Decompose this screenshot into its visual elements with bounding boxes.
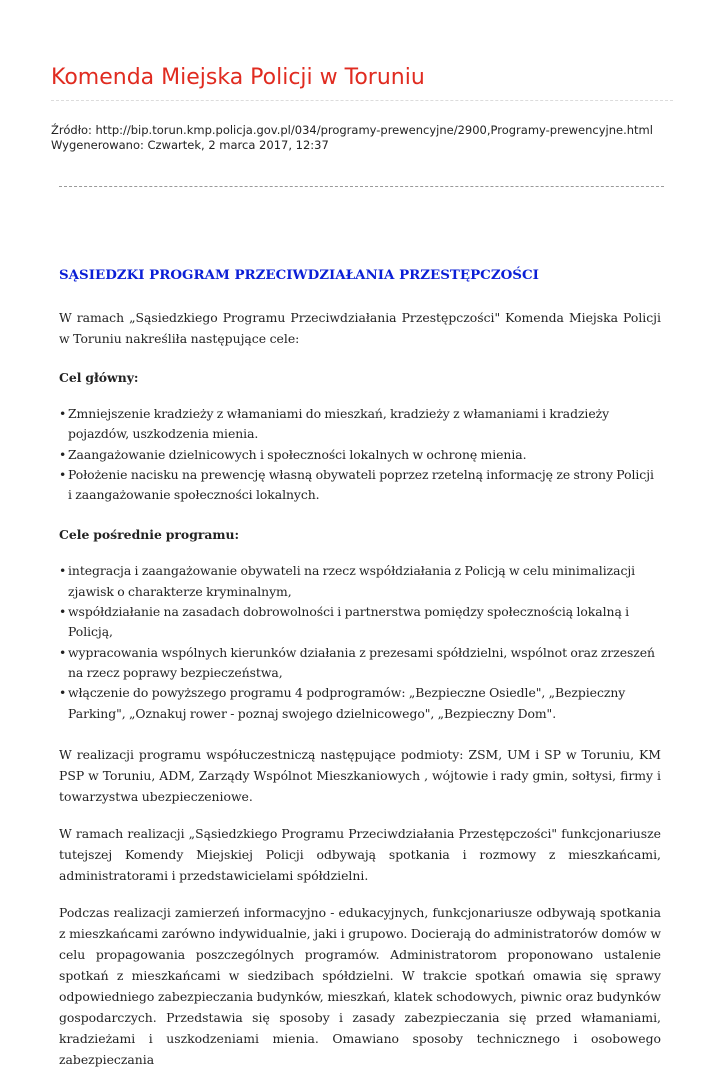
list-item: • Położenie nacisku na prewencję własną obywateli poprzez rzetelną informację ze strony Policji i zaangażowanie społeczności lokalnych. [59,465,661,506]
source-url: Źródło: http://bip.torun.kmp.policja.gov.pl/034/programy-prewencyjne/2900,Programy-prewencyjne.html [51,123,653,137]
participants-paragraph: W realizacji programu współuczestniczą następujące podmioty: ZSM, UM i SP w Toruniu, KM PSP w Toruniu, ADM, Zarządy Wspólnot Mieszkaniowych , wójtowie i rady gmin, sołtysi, firmy i towarzystwa ubezpieczeniowe. [59,746,661,804]
list-item: • włączenie do powyższego programu 4 podprogramów: „Bezpieczne Osiedle", „Bezpieczny Parking", „Oznakuj rower - poznaj swojego dzielnicowego", „Bezpieczny Dom". [59,683,661,724]
intro-paragraph: W ramach „Sąsiedzkiego Programu Przeciwdziałania Przestępczości" Komenda Miejska Policji w Toruniu nakreśliła następujące cele: [59,310,661,346]
site-title: Komenda Miejska Policji w Toruniu [51,65,425,90]
header-divider [51,100,673,101]
list-item: • wypracowania wspólnych kierunków działania z prezesami spółdzielni, wspólnot oraz zrzeszeń na rzecz poprawy bezpieczeństwa, [59,643,661,684]
article [59,262,661,1070]
document-meta [51,123,653,153]
list-item: • integracja i zaangażowanie obywateli na rzecz współdziałania z Policją w celu minimalizacji zjawisk o charakterze kryminalnym, [59,561,661,602]
list-item: • Zaangażowanie dzielnicowych i społeczności lokalnych w ochronę mienia. [59,445,661,465]
content-divider [59,186,664,187]
meetings-paragraph: W ramach realizacji „Sąsiedzkiego Programu Przeciwdziałania Przestępczości" funkcjonariusze tutejszej Komendy Miejskiej Policji odbywają spotkania i rozmowy z mieszkańcami, administratorami i przedstawicielami spółdzielni. [59,825,661,883]
secondary-goals-heading: Cele pośrednie programu: [59,527,240,543]
education-paragraph: Podczas realizacji zamierzeń informacyjno - edukacyjnych, funkcjonariusze odbywają spotkania z mieszkańcami zarówno indywidualnie, jaki i grupowo. Docierają do administratorów domów w celu propagowania poszczególnych programów. Administratorom proponowano ustalenie spotkań z mieszkańcami w siedzibach spółdzielni. W trakcie spotkań omawia się sprawy odpowiedniego zabezpieczania budynków, mieszkań, klatek schodowych, piwnic oraz budynków gospodarczych. Przedstawia się sposoby i zasady zabezpieczania się przed włamaniami, kradzieżami i uszkodzeniami mienia. Omawiano sposoby technicznego i osobowego zabezpieczania [59,904,661,1067]
secondary-goals-list [59,561,661,723]
generated-date: Wygenerowano: Czwartek, 2 marca 2017, 12:37 [51,138,329,152]
list-item: • współdziałanie na zasadach dobrowolności i partnerstwa pomiędzy społecznością lokalną i Policją, [59,602,661,643]
article-title: SĄSIEDZKI PROGRAM PRZECIWDZIAŁANIA PRZESTĘPCZOŚCI [59,267,539,283]
list-item: • Zmniejszenie kradzieży z włamaniami do mieszkań, kradzieży z włamaniami i kradzieży pojazdów, uszkodzenia mienia. [59,404,661,445]
main-goal-list [59,404,661,505]
main-goal-heading: Cel główny: [59,370,139,385]
